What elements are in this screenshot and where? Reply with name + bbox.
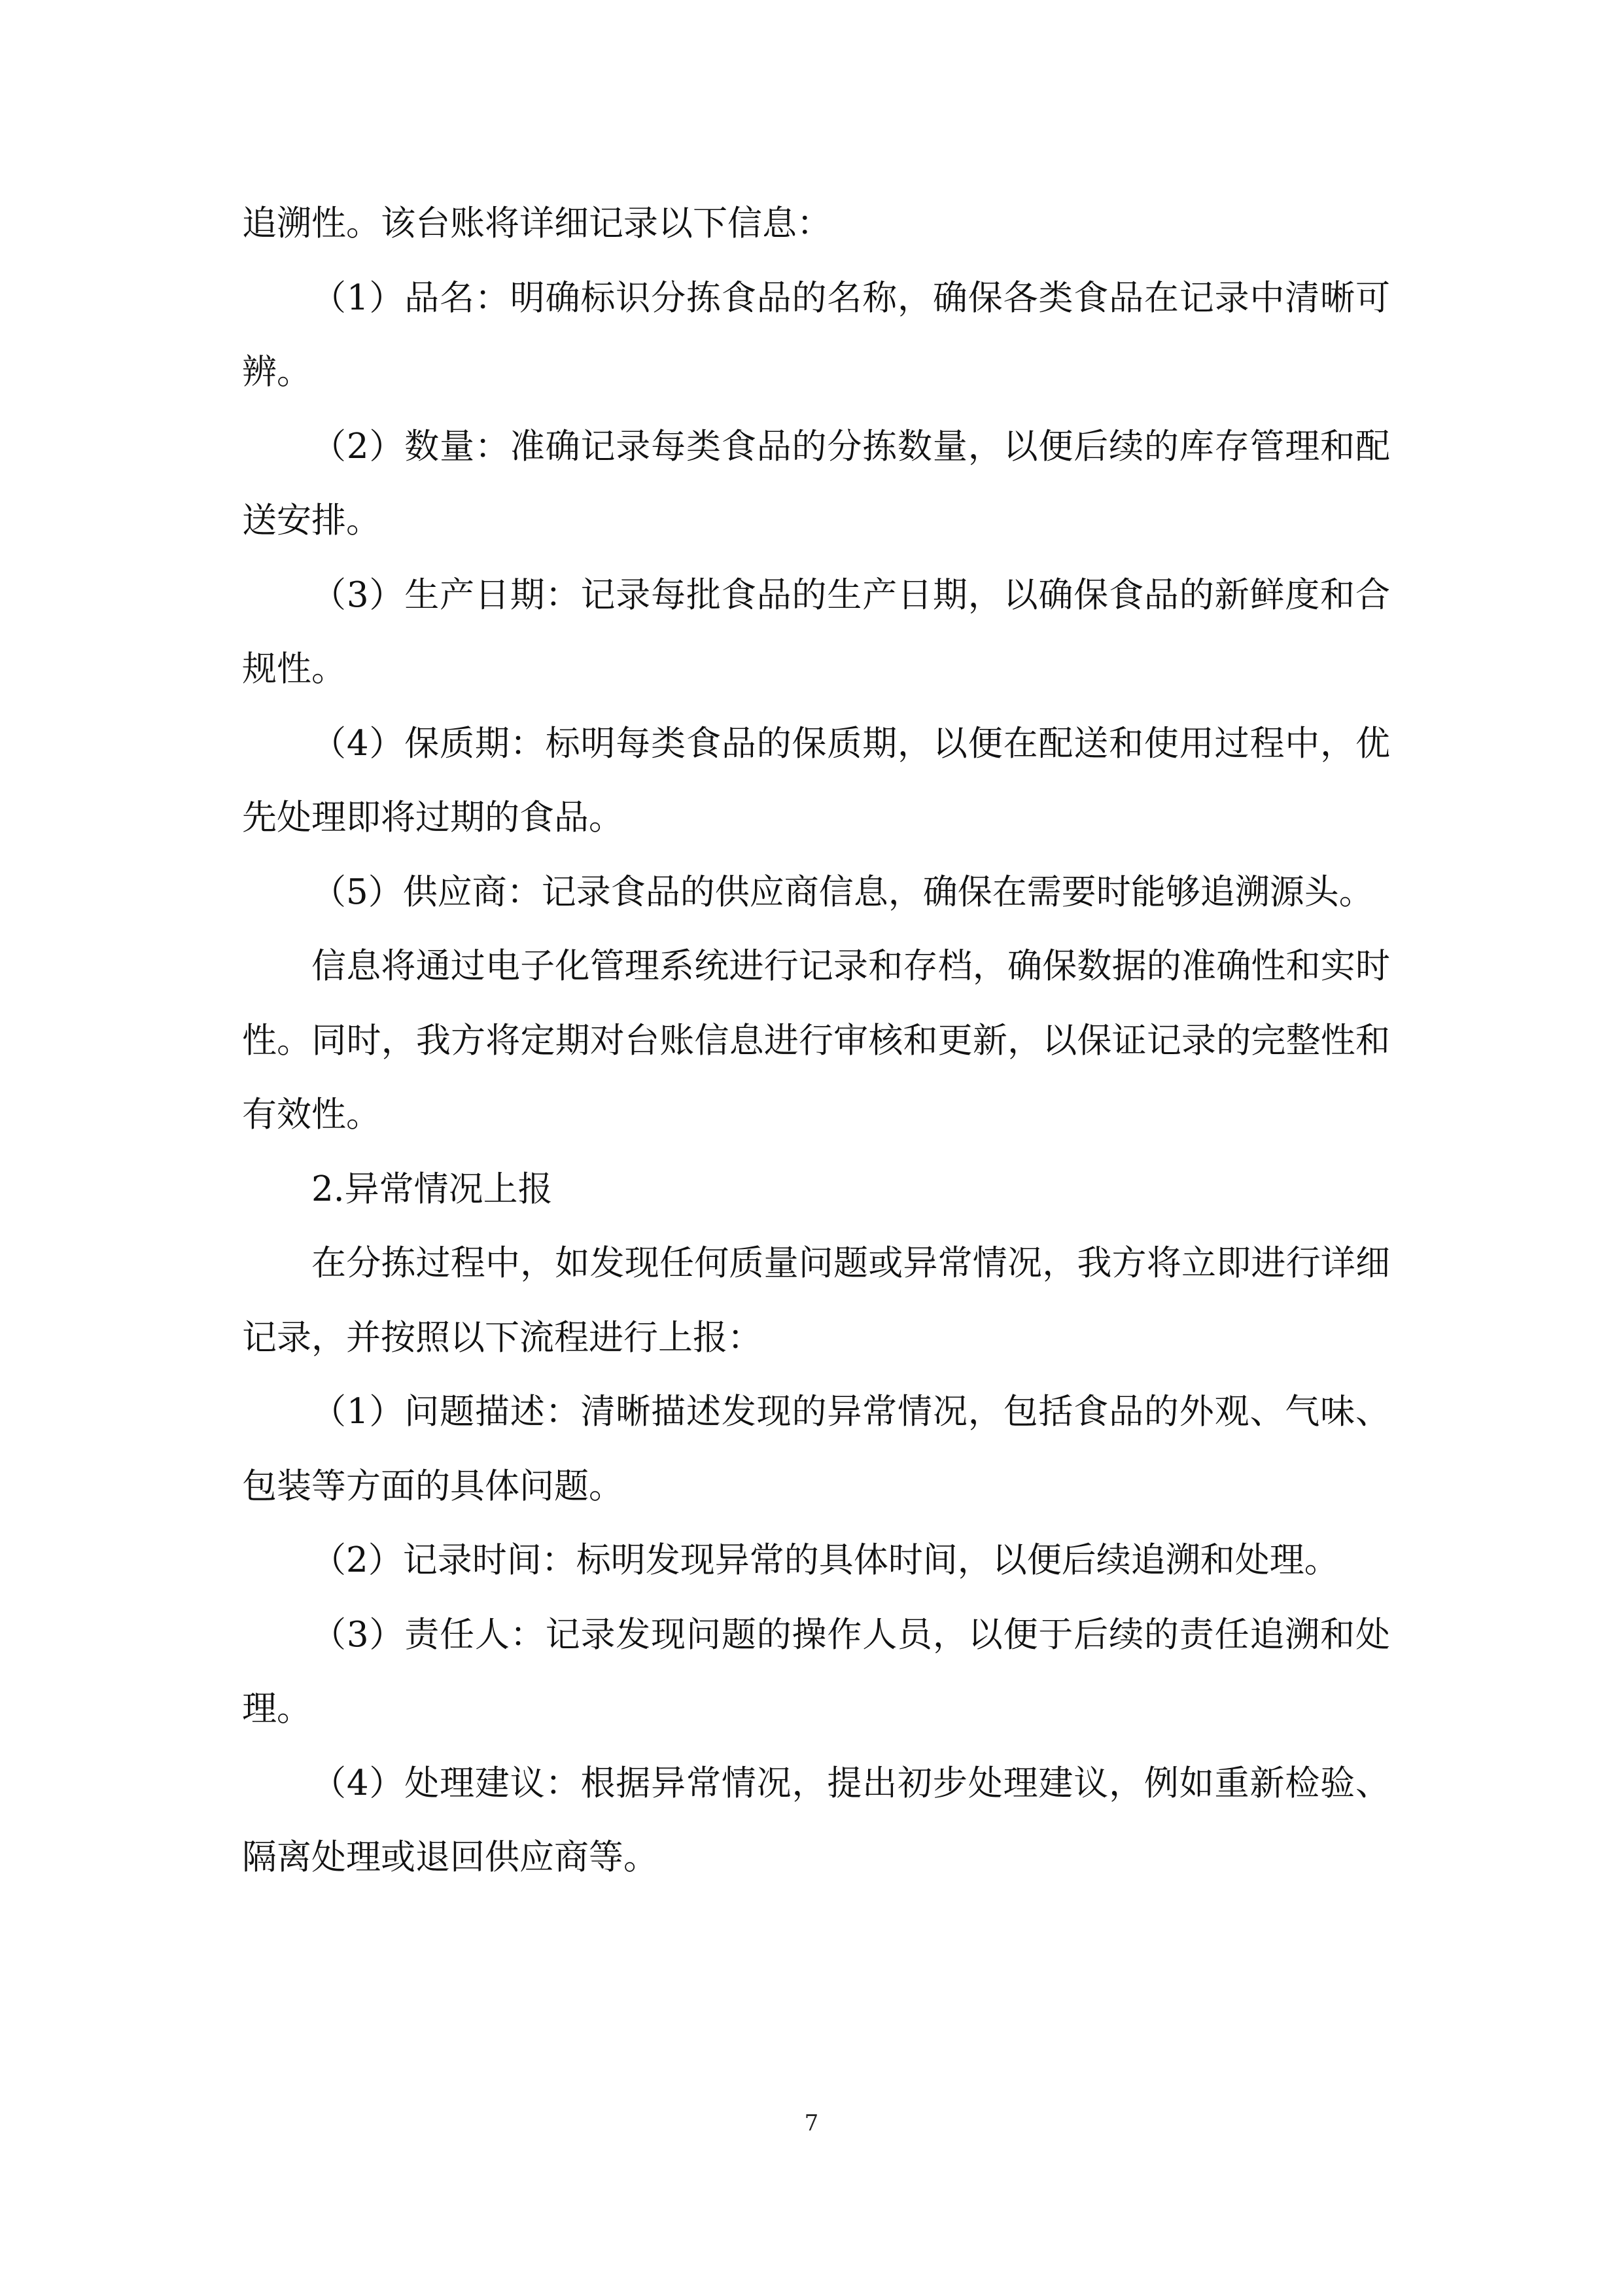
document-body [242,186,1390,1895]
paragraph-item-handling-suggestion: （4）处理建议：根据异常情况，提出初步处理建议，例如重新检验、隔离处理或退回供应商等。 [242,1763,1390,1877]
paragraph-item-record-time: （2）记录时间：标明发现异常的具体时间，以便后续追溯和处理。 [311,1540,1339,1580]
paragraph-item-product-name: （1）品名：明确标识分拣食品的名称，确保各类食品在记录中清晰可辨。 [242,277,1390,392]
paragraph-item-quantity: （2）数量：准确记录每类食品的分拣数量，以便后续的库存管理和配送安排。 [242,426,1390,540]
paragraph-exception-intro: 在分拣过程中，如发现任何质量问题或异常情况，我方将立即进行详细记录，并按照以下流程进行上报： [242,1243,1390,1358]
section-heading-exception-report: 2.异常情况上报 [311,1169,553,1209]
paragraph-item-production-date: （3）生产日期：记录每批食品的生产日期，以确保食品的新鲜度和合规性。 [242,574,1390,689]
paragraph-item-shelf-life: （4）保质期：标明每类食品的保质期，以便在配送和使用过程中，优先处理即将过期的食品。 [242,723,1390,838]
page-number: 7 [804,2110,819,2136]
paragraph-item-supplier: （5）供应商：记录食品的供应商信息，确保在需要时能够追溯源头。 [311,872,1374,912]
paragraph-item-responsible-person: （3）责任人：记录发现问题的操作人员，以便于后续的责任追溯和处理。 [242,1614,1390,1729]
paragraph-electronic-records: 信息将通过电子化管理系统进行记录和存档，确保数据的准确性和实时性。同时，我方将定期对台账信息进行审核和更新，以保证记录的完整性和有效性。 [242,946,1390,1135]
paragraph-continuation: 追溯性。该台账将详细记录以下信息： [242,203,831,243]
paragraph-item-problem-description: （1）问题描述：清晰描述发现的异常情况，包括食品的外观、气味、包装等方面的具体问题。 [242,1392,1390,1506]
